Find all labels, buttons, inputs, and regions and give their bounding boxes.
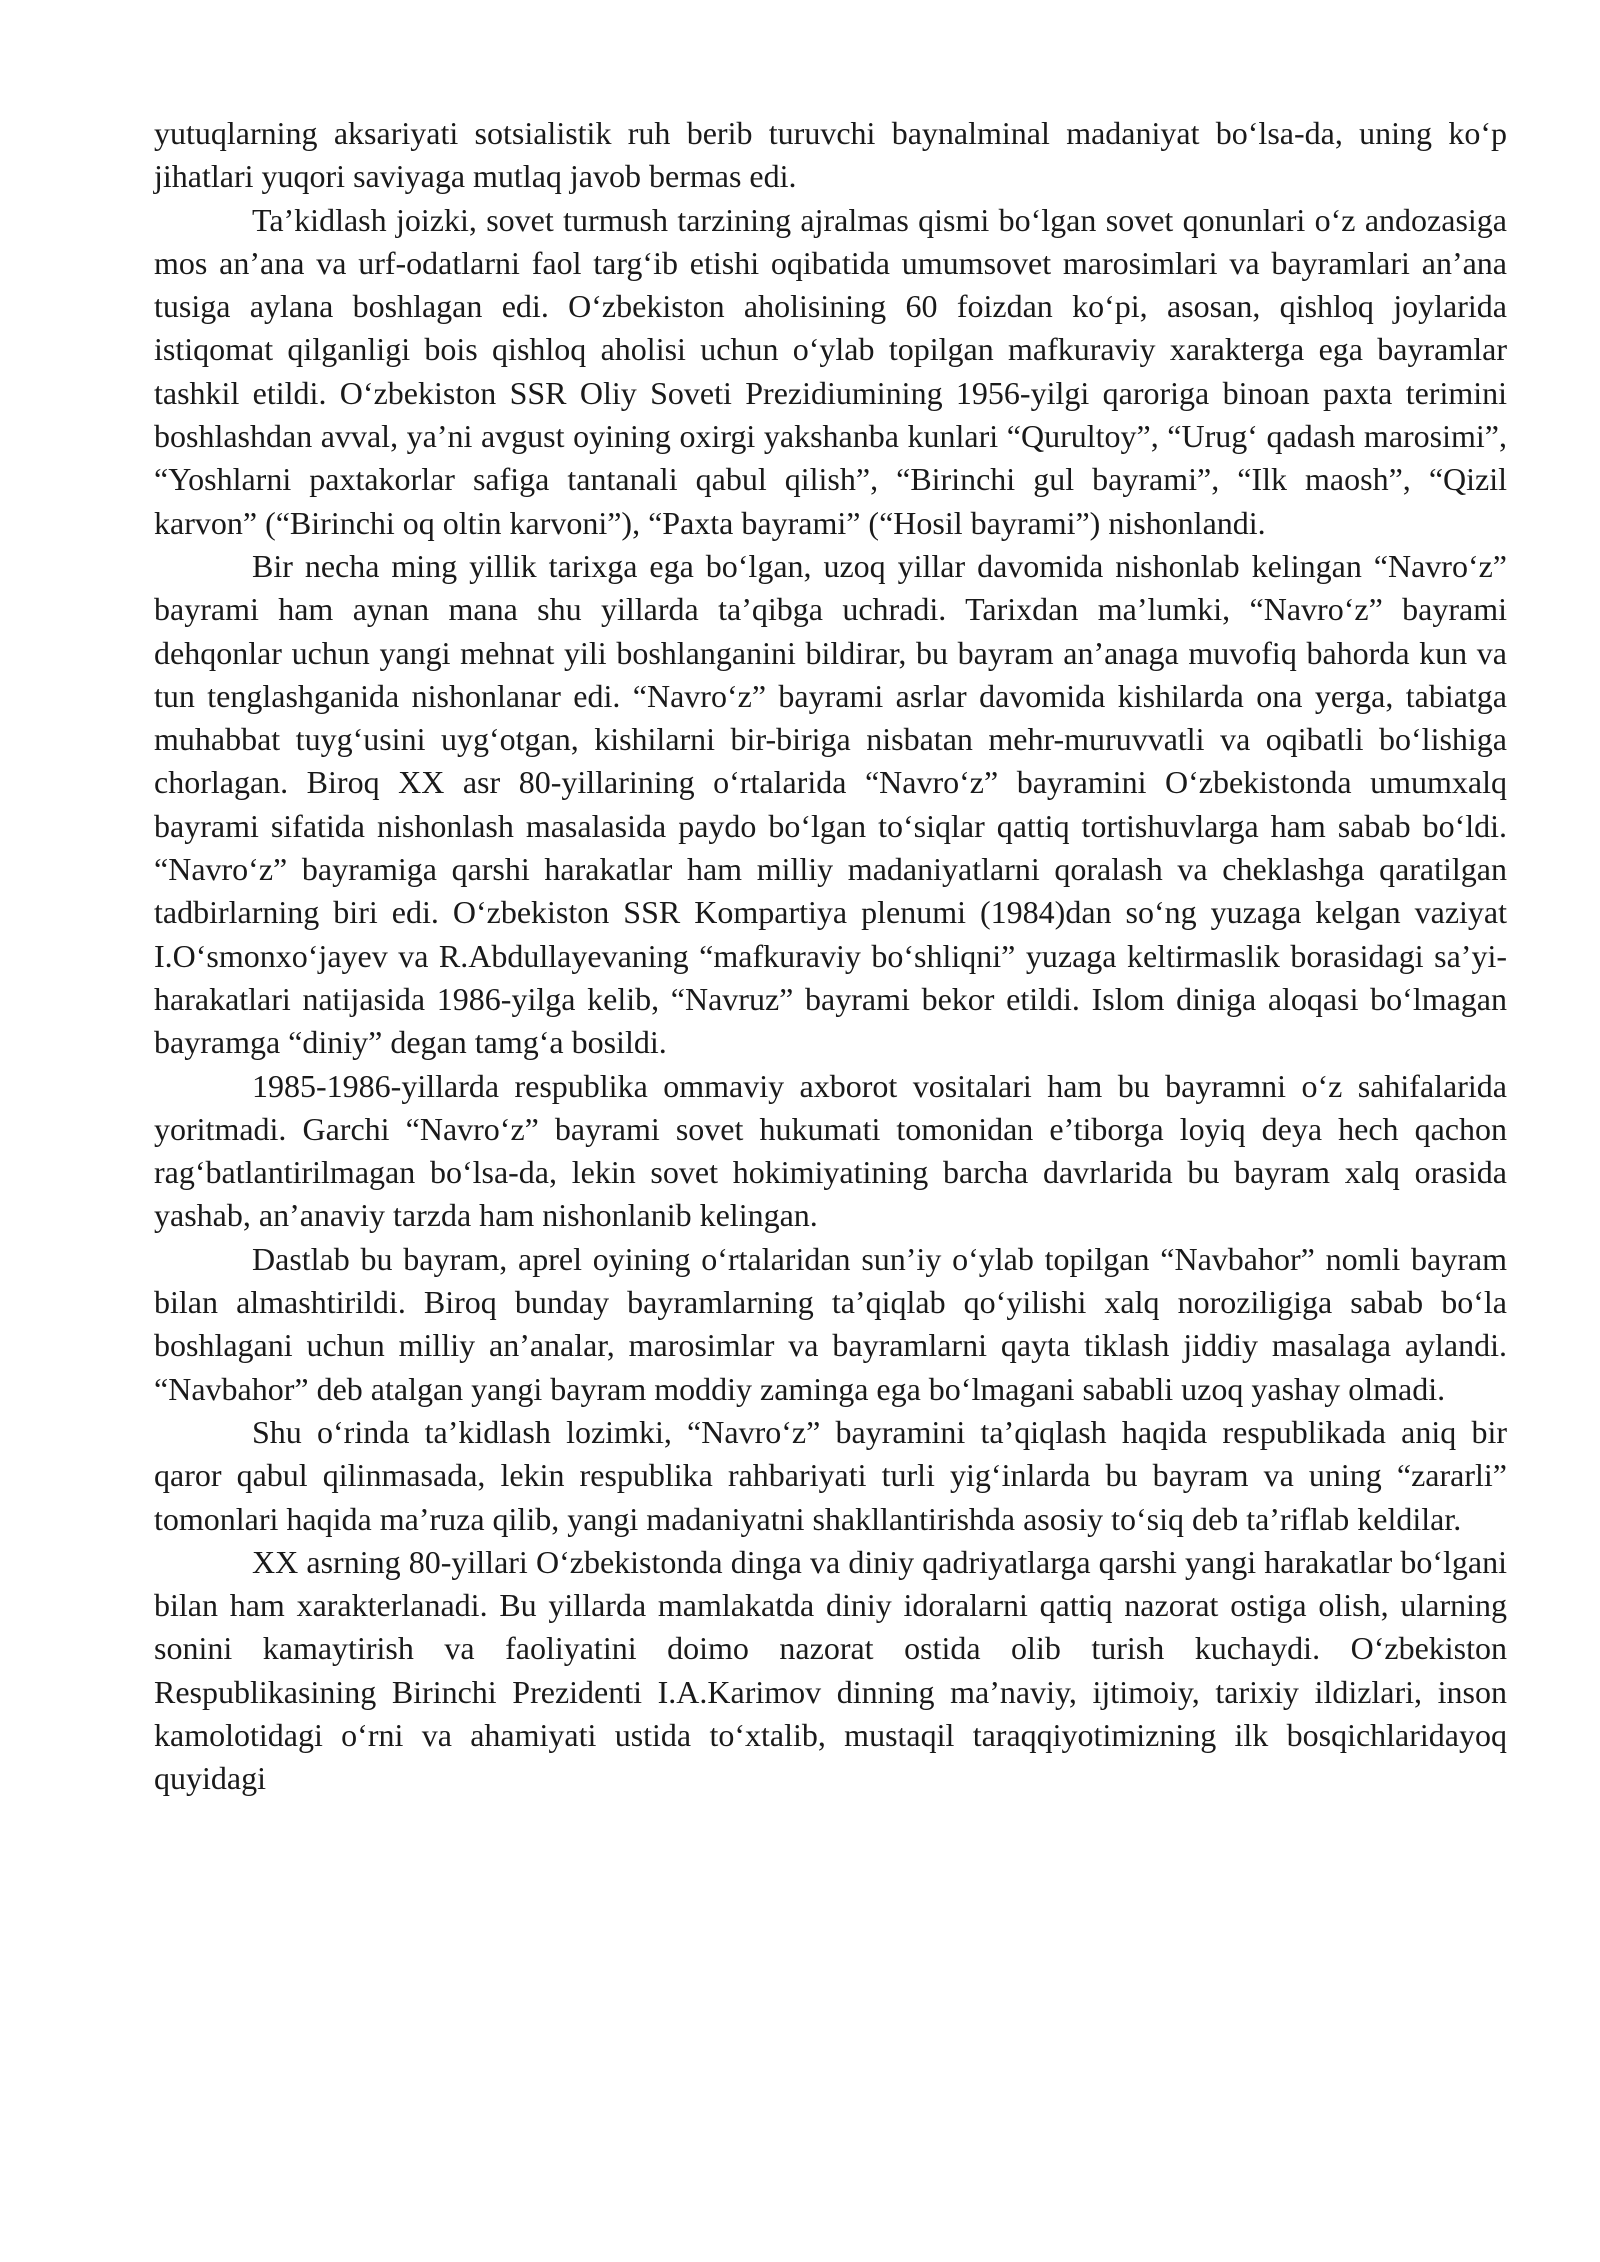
document-page xyxy=(154,112,1507,1801)
paragraph: Shu o‘rinda ta’kidlash lozimki, “Navro‘z” bayramini ta’qiqlash haqida respublikada aniq bir qaror qabul qilinmasada, lekin respublika rahbariyati turli yig‘inlarda bu bayram va uning “zararli” tomonlari haqida ma’ruza qilib, yangi madaniyatni shakllantirishda asosiy to‘siq deb ta’riflab keldilar. xyxy=(154,1413,1507,1537)
paragraph-continued: yutuqlarning aksariyati sotsialistik ruh berib turuvchi baynalminal madaniyat bo‘lsa-da, uning ko‘p jihatlari yuqori saviyaga mutlaq javob bermas edi. xyxy=(154,115,1507,195)
paragraph: Dastlab bu bayram, aprel oyining o‘rtalaridan sun’iy o‘ylab topilgan “Navbahor” nomli bayram bilan almashtirildi. Biroq bunday bayramlarning ta’qiqlab qo‘yilishi xalq noroziligiga sabab bo‘la boshlagani uchun milliy an’analar, marosimlar va bayramlarni qayta tiklash jiddiy masalaga aylandi. “Navbahor” deb atalgan yangi bayram moddiy zaminga ega bo‘lmagani sababli uzoq yashay olmadi. xyxy=(154,1240,1507,1407)
paragraph: XX asrning 80-yillari O‘zbekistonda dinga va diniy qadriyatlarga qarshi yangi harakatlar bo‘lgani bilan ham xarakterlanadi. Bu yillarda mamlakatda diniy idoralarni qattiq nazorat ostiga olish, ularning sonini kamaytirish va faoliyatini doimo nazorat ostida olib turish kuchaydi. O‘zbekiston Respublikasining Birinchi Prezidenti I.A.Karimov dinning ma’naviy, ijtimoiy, tarixiy ildizlari, inson kamolotidagi o‘rni va ahamiyati ustida to‘xtalib, mustaqil taraqqiyotimizning ilk bosqichlaridayoq quyidagi xyxy=(154,1543,1507,1797)
paragraph: Bir necha ming yillik tarixga ega bo‘lgan, uzoq yillar davomida nishonlab kelingan “Navro‘z” bayrami ham aynan mana shu yillarda ta’qibga uchradi. Tarixdan ma’lumki, “Navro‘z” bayrami dehqonlar uchun yangi mehnat yili boshlanganini bildirar, bu bayram an’anaga muvofiq bahorda kun va tun tenglashganida nishonlanar edi. “Navro‘z” bayrami asrlar davomida kishilarda ona yerga, tabiatga muhabbat tuyg‘usini uyg‘otgan, kishilarni bir-biriga nisbatan mehr-muruvvatli va oqibatli bo‘lishiga chorlagan. Biroq XX asr 80-yillarining o‘rtalarida “Navro‘z” bayramini O‘zbekistonda umumxalq bayrami sifatida nishonlash masalasida paydo bo‘lgan to‘siqlar qattiq tortishuvlarga ham sabab bo‘ldi. “Navro‘z” bayramiga qarshi harakatlar ham milliy madaniyatlarni qoralash va cheklashga qaratilgan tadbirlarning biri edi. O‘zbekiston SSR Kompartiya plenumi (1984)dan so‘ng yuzaga kelgan vaziyat I.O‘smonxo‘jayev va R.Abdullayevaning “mafkuraviy bo‘shliqni” yuzaga keltirmaslik borasidagi sa’yi-harakatlari natijasida 1986-yilga kelib, “Navruz” bayrami bekor etildi. Islom diniga aloqasi bo‘lmagan bayramga “diniy” degan tamg‘a bosildi. xyxy=(154,547,1507,1061)
paragraph: Ta’kidlash joizki, sovet turmush tarzining ajralmas qismi bo‘lgan sovet qonunlari o‘z andozasiga mos an’ana va urf-odatlarni faol targ‘ib etishi oqibatida umumsovet marosimlari va bayramlari an’ana tusiga aylana boshlagan edi. O‘zbekiston aholisining 60 foizdan ko‘pi, asosan, qishloq joylarida istiqomat qilganligi bois qishloq aholisi uchun o‘ylab topilgan mafkuraviy xarakterga ega bayramlar tashkil etildi. O‘zbekiston SSR Oliy Soveti Prezidiumining 1956-yilgi qaroriga binoan paxta terimini boshlashdan avval, ya’ni avgust oyining oxirgi yakshanba kunlari “Qurultoy”, “Urug‘ qadash marosimi”, “Yoshlarni paxtakorlar safiga tantanali qabul qilish”, “Birinchi gul bayrami”, “Ilk maosh”, “Qizil karvon” (“Birinchi oq oltin karvoni”), “Paxta bayrami” (“Hosil bayrami”) nishonlandi. xyxy=(154,201,1507,541)
paragraph: 1985-1986-yillarda respublika ommaviy axborot vositalari ham bu bayramni o‘z sahifalarida yoritmadi. Garchi “Navro‘z” bayrami sovet hukumati tomonidan e’tiborga loyiq deya hech qachon rag‘batlantirilmagan bo‘lsa-da, lekin sovet hokimiyatining barcha davrlarida bu bayram xalq orasida yashab, an’anaviy tarzda ham nishonlanib kelingan. xyxy=(154,1067,1507,1234)
